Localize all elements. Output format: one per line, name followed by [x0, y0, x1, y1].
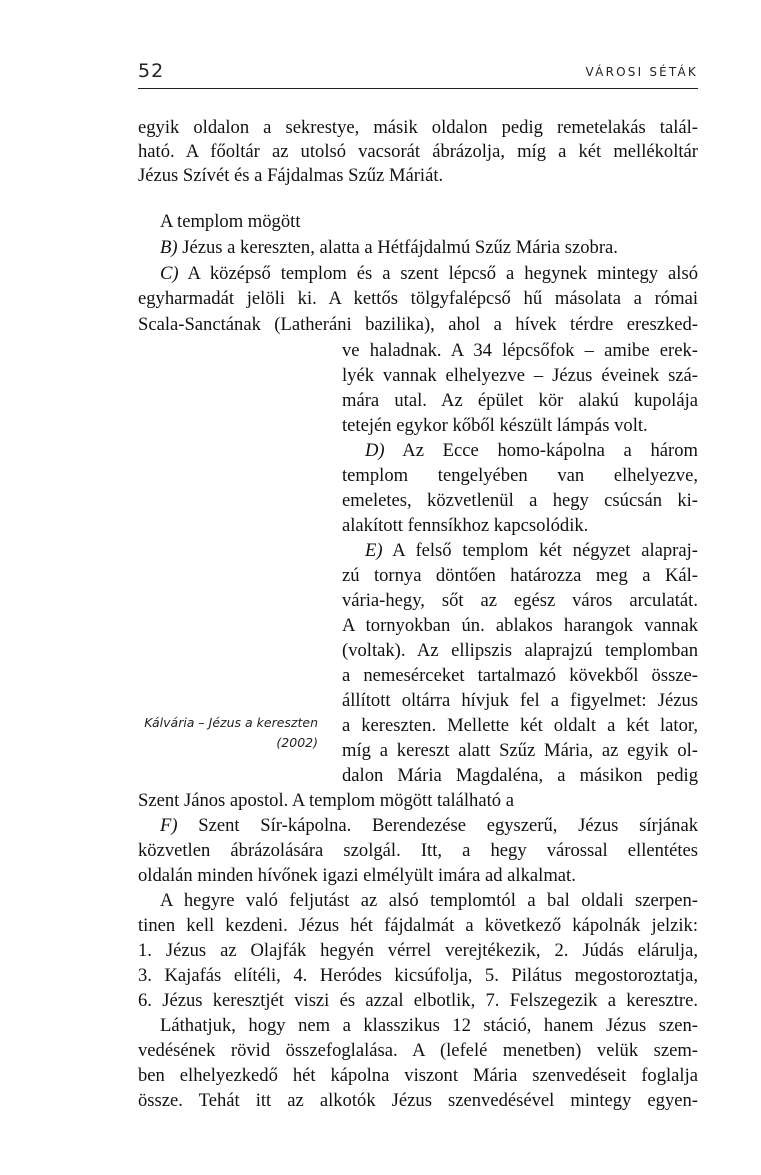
body-line: ható. A főoltár az utolsó vacsorát ábrázolja, míg a két mellékoltár — [138, 141, 698, 162]
page-number: 52 — [138, 60, 165, 82]
body-line: egyik oldalon a sekrestye, másik oldalon pedig remetelakás talál- — [138, 117, 698, 138]
body-line: A tornyokban ún. ablakos harangok vannak — [342, 615, 698, 636]
body-line: ve haladnak. A 34 lépcsőfok – amibe erek- — [342, 340, 698, 361]
body-line: míg a kereszt alatt Szűz Mária, az egyik ol- — [342, 740, 698, 761]
caption-year: (2002) — [276, 735, 318, 750]
body-line: alakított fennsíkhoz kapcsolódik. — [342, 515, 589, 536]
body-line: tinen kell kezdeni. Jézus hét fájdalmát a következő kápolnák jelzik: — [138, 915, 698, 936]
item-d-marker: D) — [365, 440, 385, 461]
body-line: tetején egykor kőből készült lámpás volt. — [342, 415, 648, 436]
body-line: a nemesérceket tartalmazó kövekből össze- — [342, 665, 698, 686]
body-line: állított oltárra hívjuk fel a figyelmet: Jézus — [342, 690, 698, 711]
body-line: közvetlen ábrázolására szolgál. Itt, a hegy várossal ellentétes — [138, 840, 698, 861]
body-line: a kereszten. Mellette két oldalt a két lator, — [342, 715, 698, 736]
body-line: ben elhelyezkedő hét kápolna viszont Mária szenvedéseit foglalja — [138, 1065, 698, 1086]
body-line: vedésének rövid összefoglalása. A (lefelé menetben) velük szem- — [138, 1040, 698, 1061]
item-e-marker: E) — [365, 540, 383, 561]
item-e-text: A felső templom két négyzet alapraj- — [382, 540, 698, 561]
body-line: Scala-Sanctának (Latheráni bazilika), ahol a hívek térdre ereszked- — [138, 314, 698, 335]
body-line: vária-hegy, sőt az egész város arculatát. — [342, 590, 698, 611]
body-line: Jézus Szívét és a Fájdalmas Szűz Máriát. — [138, 165, 444, 186]
body-line: A hegyre való feljutást az alsó templomtól a bal oldali szerpen- — [160, 890, 698, 911]
body-line: 1. Jézus az Olajfák hegyén vérrel verejtékezik, 2. Júdás elárulja, — [138, 940, 698, 961]
body-line: 6. Jézus keresztjét viszi és azzal elbotlik, 7. Felszegezik a keresztre. — [138, 990, 698, 1011]
item-c-marker: C) — [160, 263, 179, 284]
body-line: Láthatjuk, hogy nem a klasszikus 12 stáció, hanem Jézus szen- — [160, 1015, 698, 1036]
section-heading: A templom mögött — [160, 211, 301, 232]
item-b-marker: B) — [160, 237, 178, 258]
body-line: zú tornya döntően határozza meg a Kál- — [342, 565, 698, 586]
body-line: lyék vannak elhelyezve – Jézus éveinek szá- — [342, 365, 698, 386]
item-d-text: Az Ecce homo-kápolna a három — [384, 440, 698, 461]
page-header — [138, 60, 698, 89]
body-line: Szent János apostol. A templom mögött található a — [138, 790, 514, 811]
body-line: dalon Mária Magdaléna, a másikon pedig — [342, 765, 698, 786]
figure-caption — [112, 713, 318, 753]
caption-title: Kálvária – Jézus a kereszten — [144, 715, 318, 730]
body-line: 3. Kajafás elítéli, 4. Heródes kicsúfolja, 5. Pilátus megostoroztatja, — [138, 965, 698, 986]
item-e — [365, 539, 698, 563]
body-line: emeletes, közvetlenül a hegy csúcsán ki- — [342, 490, 698, 511]
running-head: VÁROSI SÉTÁK — [585, 65, 698, 79]
body-line: mára utal. Az épület kör alakú kupolája — [342, 390, 698, 411]
body-line: oldalán minden hívőnek igazi elmélyült imára ad alkalmat. — [138, 865, 576, 886]
item-f — [160, 814, 698, 838]
item-c — [160, 262, 698, 286]
item-b — [160, 236, 698, 260]
item-f-marker: F) — [160, 815, 178, 836]
body-line: (voltak). Az ellipszis alaprajzú templomban — [342, 640, 698, 661]
item-d — [365, 439, 698, 463]
body-line: templom tengelyében van elhelyezve, — [342, 465, 698, 486]
item-c-text: A középső templom és a szent lépcső a hegynek mintegy alsó — [178, 263, 698, 284]
body-line: egyharmadát jelöli ki. A kettős tölgyfalépcső hű másolata a római — [138, 288, 698, 309]
body-line: össze. Tehát itt az alkotók Jézus szenvedésével mintegy egyen- — [138, 1090, 698, 1111]
item-b-text: Jézus a kereszten, alatta a Hétfájdalmú Szűz Mária szobra. — [177, 237, 618, 258]
item-f-text: Szent Sír-kápolna. Berendezése egyszerű, Jézus sírjának — [177, 815, 698, 836]
